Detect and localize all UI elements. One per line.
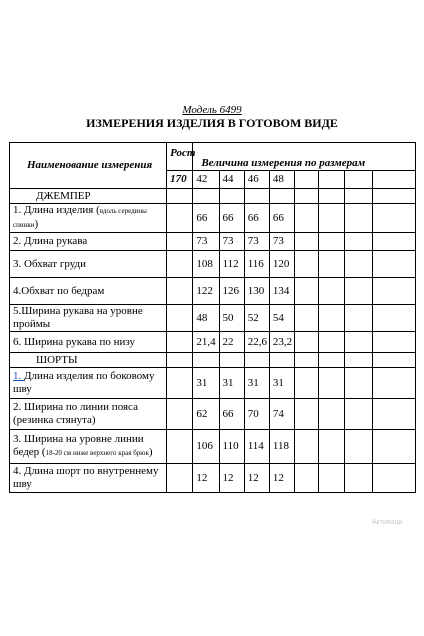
empty-cell [319,189,345,204]
empty-cell [372,278,415,305]
table-row [10,278,416,305]
table-row [10,368,416,399]
size-header-cell: 44 [219,171,244,189]
rost-value: 170 [167,171,193,189]
empty-cell [345,251,372,278]
empty-cell [345,368,372,399]
measurement-name [10,233,167,251]
empty-cell [295,233,319,251]
measurement-value: 66 [219,399,244,430]
section-row [10,189,416,204]
empty-cell [167,464,193,493]
table-row [10,332,416,353]
empty-cell [167,278,193,305]
measurement-value: 48 [193,305,219,332]
measurement-value: 66 [269,204,294,233]
empty-cell [319,332,345,353]
empty-cell [295,305,319,332]
measurement-label: 1. Длина изделия ( [13,204,100,216]
measurement-value: 12 [219,464,244,493]
table-row [10,233,416,251]
empty-cell [345,332,372,353]
measurement-value: 112 [219,251,244,278]
measurement-value: 106 [193,430,219,464]
empty-cell [319,399,345,430]
empty-cell [372,305,415,332]
measurement-value: 66 [244,204,269,233]
empty-cell [345,305,372,332]
measurement-name [10,399,167,430]
table-row [10,305,416,332]
empty-cell [295,399,319,430]
measurement-value: 31 [244,368,269,399]
measurement-name [10,204,167,233]
measurement-note: вдоль середины спинки [13,207,147,229]
measurement-value: 12 [193,464,219,493]
empty-cell [319,278,345,305]
size-header-cell: 42 [193,171,219,189]
empty-cell [372,332,415,353]
measurement-value: 110 [219,430,244,464]
empty-cell [295,278,319,305]
model-number: Модель 6499 [182,104,242,116]
measurement-label: 4. Длина шорт по внутреннему шву [13,465,159,490]
measurement-name [10,251,167,278]
empty-cell [345,233,372,251]
table-row [10,204,416,233]
table-row [10,430,416,464]
measurement-value: 130 [244,278,269,305]
empty-cell [372,171,415,189]
measurement-value: 66 [219,204,244,233]
measurement-value: 22,6 [244,332,269,353]
measurement-label: 2. Длина рукава [13,235,88,247]
measurement-value: 62 [193,399,219,430]
measurement-label: 6. Ширина рукава по низу [13,335,136,348]
empty-cell [193,189,219,204]
section-row [10,353,416,368]
empty-cell [295,189,319,204]
empty-cell [167,399,193,430]
measurement-value: 73 [269,233,294,251]
document-title: ИЗМЕРЕНИЯ ИЗДЕЛИЯ В ГОТОВОМ ВИДЕ [86,116,338,130]
measurement-value: 12 [269,464,294,493]
empty-cell [167,233,193,251]
measurement-value: 116 [244,251,269,278]
empty-cell [295,171,319,189]
empty-cell [319,368,345,399]
measurement-label: 3. Ширина на уровне линии бедер ( [13,433,144,458]
empty-cell [319,251,345,278]
measurement-value: 12 [244,464,269,493]
empty-cell [372,399,415,430]
empty-cell [319,171,345,189]
measurement-value: 21,4 [193,332,219,353]
table-row [10,251,416,278]
empty-cell [345,464,372,493]
empty-cell [167,204,193,233]
measurement-value: 50 [219,305,244,332]
measurement-label: 3. Обхват груди [13,257,86,270]
empty-cell [345,278,372,305]
measurement-value: 122 [193,278,219,305]
measurement-value: 31 [269,368,294,399]
empty-cell [295,430,319,464]
measurement-value: 73 [244,233,269,251]
activation-watermark: Активаци [372,519,403,526]
empty-cell [372,233,415,251]
size-header-cell: 48 [269,171,294,189]
empty-cell [244,189,269,204]
empty-cell [295,368,319,399]
empty-cell [372,430,415,464]
measurement-value: 23,2 [269,332,294,353]
empty-cell [167,430,193,464]
measurement-value: 120 [269,251,294,278]
measurement-value: 108 [193,251,219,278]
measurement-name [10,332,167,353]
empty-cell [167,305,193,332]
empty-cell [193,353,219,368]
name-column-header: Наименование измерения [10,143,167,189]
empty-cell [295,204,319,233]
empty-cell [372,464,415,493]
measurement-value: 114 [244,430,269,464]
measurement-value: 31 [219,368,244,399]
empty-cell [345,353,372,368]
empty-cell [345,189,372,204]
empty-cell [319,305,345,332]
empty-cell [167,353,193,368]
measurement-label: 2. Ширина по линии пояса (резинка стянута) [13,401,138,426]
measurement-name [10,464,167,493]
empty-cell [372,251,415,278]
measurement-note: 18-20 см ниже верхнего края брюк [45,449,149,457]
empty-cell [269,189,294,204]
empty-cell [295,332,319,353]
header-row [10,143,416,171]
note-suffix: ) [34,218,39,230]
empty-cell [219,189,244,204]
empty-cell [372,204,415,233]
measurement-label: 5.Ширина рукава на уровне проймы [13,305,143,330]
measurement-value: 31 [193,368,219,399]
empty-cell [167,368,193,399]
empty-cell [269,353,294,368]
empty-cell [372,189,415,204]
empty-cell [167,189,193,204]
measurement-label: 4.Обхват по бедрам [13,284,105,297]
measurement-name [10,278,167,305]
section-title: ДЖЕМПЕР [10,189,167,204]
measurement-name [10,305,167,332]
empty-cell [295,251,319,278]
empty-cell [319,233,345,251]
empty-cell [295,353,319,368]
table-row [10,399,416,430]
measurement-value: 73 [219,233,244,251]
empty-cell [345,430,372,464]
empty-cell [219,353,244,368]
empty-cell [319,353,345,368]
empty-cell [345,399,372,430]
empty-cell [345,204,372,233]
empty-cell [167,332,193,353]
measurement-value: 70 [244,399,269,430]
size-header-cell: 46 [244,171,269,189]
measurement-table [9,142,416,493]
measurement-value: 22 [219,332,244,353]
measurement-value: 134 [269,278,294,305]
rost-header: Рост [167,143,193,171]
sizes-header: Величина измерения по размерам [193,143,416,171]
empty-cell [319,464,345,493]
empty-cell [345,171,372,189]
measurement-value: 54 [269,305,294,332]
measurement-value: 126 [219,278,244,305]
empty-cell [319,430,345,464]
measurement-name [10,368,167,399]
measurement-name [10,430,167,464]
measurement-value: 118 [269,430,294,464]
empty-cell [295,464,319,493]
empty-cell [372,368,415,399]
measurement-value: 52 [244,305,269,332]
measurement-value: 74 [269,399,294,430]
row-number-link[interactable]: 1. [13,370,24,382]
empty-cell [244,353,269,368]
empty-cell [167,251,193,278]
empty-cell [319,204,345,233]
empty-cell [372,353,415,368]
measurement-label: Длина изделия по боковому шву [13,370,155,395]
table-row [10,464,416,493]
section-title: ШОРТЫ [10,353,167,368]
measurement-value: 66 [193,204,219,233]
measurement-value: 73 [193,233,219,251]
note-suffix: ) [148,446,153,458]
